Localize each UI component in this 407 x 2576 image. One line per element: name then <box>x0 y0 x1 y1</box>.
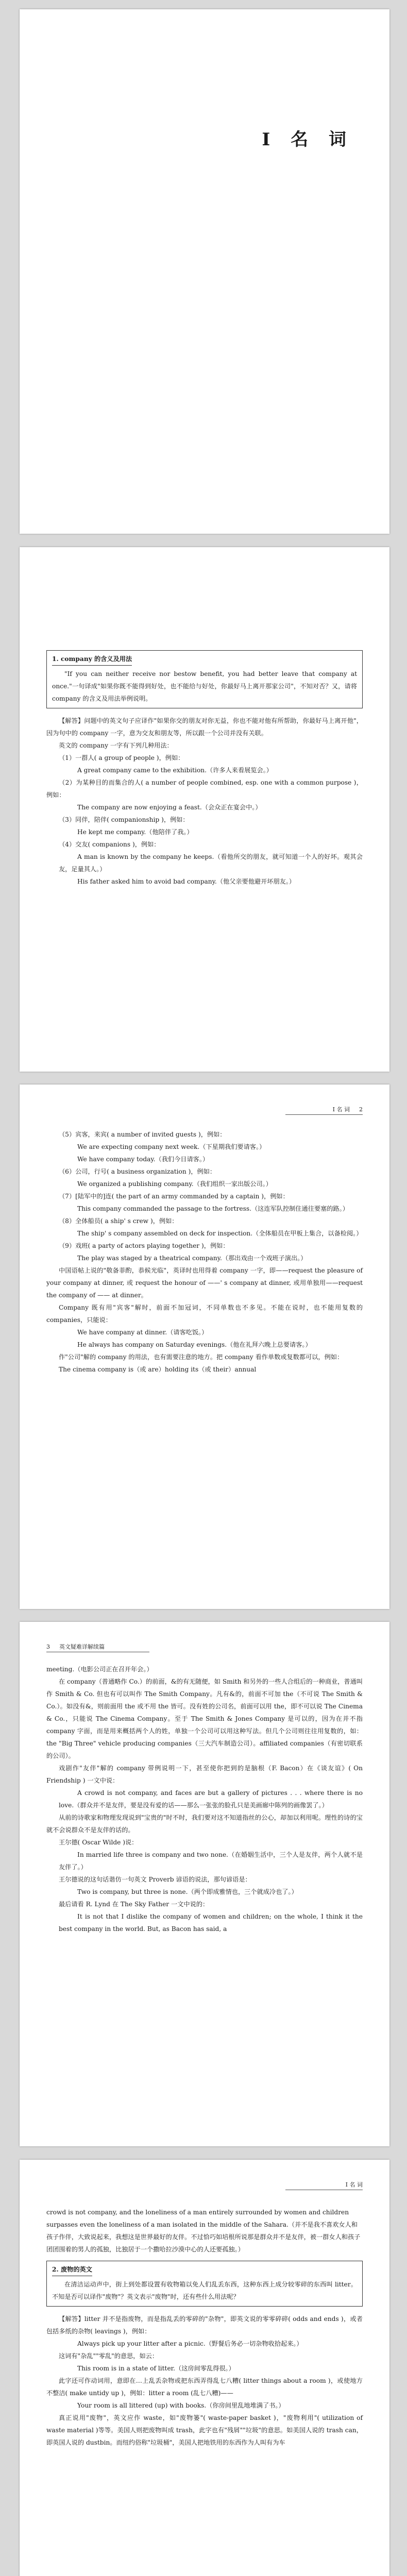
running-head <box>285 2180 363 2190</box>
example-sentence: Two is company, but three is none.（两个即成雅情也，三个就成冷也了。） <box>77 1888 298 1895</box>
example-sentence: The ship' s company assembled on deck for inspection.（全体船员在甲板上集合，以备检阅。） <box>77 1230 363 1237</box>
paragraph: 这词有"杂乱""零乱"的意思，如云： <box>59 2352 159 2360</box>
question-text: "If you can neither receive nor bestow benefit, you had better leave that company at once."一句译成"如果你既不能得到好处，也不能给与好处，你最好马上离开那家公司"，不知对否？又，请将 company 的含义及用法举例说明。 <box>52 670 357 702</box>
page-2 <box>20 1084 389 1609</box>
paragraph: 真正说用"废物"，英文应作 waste，如"废物篓"( waste-paper basket )，"废物利用"( utilization of waste material )等等。美国人则把废物叫成 trash，此字也有"残屑""垃圾"的意思。如美国人说的 trash can，即英国人说的 dustbin。而纽约俗称"垃圾桶"，美国人把地铁用的东西作为人叫有为车 <box>46 2414 363 2446</box>
paragraph: 【解答】litter 并不是指废物，而是指乱丢的零碎的"杂物"，即英文说的零零碎碎( odds and ends )，或者包括多纸的杂物( leavings )，例如： <box>46 2315 363 2335</box>
paragraph: （4）交友( companions )，例如： <box>59 841 160 848</box>
page-1-content <box>46 650 363 888</box>
paragraph: 【解答】问题中的英文句子应译作"如果你交的朋友对你无益，你也不能对他有所帮助，你最好马上离开他"，因为句中的 company 一字，意为交友和朋友等，所以跟一个公司并没有关联。 <box>46 717 363 737</box>
paragraph: 在 company（普通略作 Co.）的前面，&的有无随便，如 Smith 和另外的一些人合组后的一种商业，普通叫作 Smith & Co. 但也有可以叫作 The Smith Company。凡有&的，前面不可加 the（不可说 The Smith & Co.）。如没有&，则前面用 the 或不用 the 皆可。没有姓的公司名，前面可以用 the，即不可以说 The Cinema & Co.，只能说 The Cinema Company。至于 The Smith & Jones Company 是可以的，因为在并不指 company 字面，而是用来概括两个人的姓，单独一个公司可以用这种写法。但几个公司则往往用复数的，如：the "Big Three" vehicle producing companies（三大汽车制造公司）。affiliated companies（有密切联系的公司）。 <box>46 1678 363 1759</box>
paragraph: 英文的 company 一字有下列几种用法： <box>59 742 173 749</box>
paragraph: （1）一群人( a group of people )，例如： <box>59 754 184 761</box>
example-sentence: He kept me company.（他陪伴了我。） <box>77 828 193 836</box>
section-title: 2. 废物的英文 <box>52 2263 92 2276</box>
paragraph: 王尔德说的这句话谐仿一句英文 Proverb 谚语的说法，那句谚语是： <box>59 1876 251 1883</box>
example-sentence: We have company today.（我们今日请客。） <box>77 1156 209 1163</box>
page-2-content <box>46 1128 363 1376</box>
example-sentence: A crowd is not company, and faces are but a gallery of pictures . . . where there is no love.（群众并不是友伴，要是没有爱的话——那么一张张的脸孔只是美画廊中陈列的画像罢了。） <box>59 1789 363 1809</box>
chapter-heading: Ⅰ 名 词 <box>262 129 353 150</box>
question-box-1 <box>46 650 363 708</box>
page-chapter-title <box>20 9 389 534</box>
example-sentence: The company are now enjoying a feast.（会众正在宴会中。） <box>77 804 262 811</box>
paragraph: （6）公司，行号( a business organization )，例如： <box>59 1168 216 1175</box>
paragraph: 最后请看 R. Lynd 在 The Sky Father 一文中说的： <box>59 1901 209 1908</box>
page-number: 3 <box>46 1643 50 1650</box>
paragraph: 中国语帖上说的"敬备菲酌，恭候光临"，英译时也用得着 company 一字，即——request the pleasure of your company at dinner, 或 request the honour of ——' s company at dinner, 或用单独用——request the company of —— at dinner。 <box>46 1267 363 1299</box>
page-3-content <box>46 1663 363 1935</box>
example-sentence: His father asked him to avoid bad company.（他父亲要他避开坏朋友。） <box>77 878 296 885</box>
paragraph: （8）全体船员( a ship' s crew )，例如： <box>59 1217 178 1225</box>
page-4 <box>20 2160 389 2576</box>
example-sentence: A man is known by the company he keeps.（看他所交的朋友，就可知道一个人的好坏。观其会友，足量其人。） <box>59 853 363 873</box>
paragraph: （9）戏班( a party of actors playing together )，例如： <box>59 1242 229 1249</box>
paragraph: The cinema company is（或 are）holding its（或 their）annual <box>59 1366 257 1373</box>
paragraph: 此字还可作动词用，意即在…上乱丢杂物或把东西弄得乱七八糟( litter things about a room )，或使地方不整洁( make untidy up )，例如：litter a room (乱七八糟)—— <box>46 2377 363 2397</box>
example-sentence: The play was staged by a theatrical company.（那出戏由一个戏班子演出。） <box>77 1255 307 1262</box>
page-1 <box>20 547 389 1072</box>
page-3 <box>20 1622 389 2146</box>
example-sentence: It is not that I dislike the company of women and children; on the whole, I think it the best company in the world. But, as Bacon has said, a <box>59 1913 363 1933</box>
example-sentence: He always has company on Saturday evenings.（他在礼拜六晚上总要请客。） <box>77 1341 312 1348</box>
paragraph: crowd is not company, and the loneliness of a man entirely surrounded by women and children surpasses even the loneliness of a man isolated in the middle of the Sahara.（并不是我不喜欢女人和孩子作伴，大致说起来，我想这是世界最好的友伴。不过恰巧如培根所说那是群众并不是友伴，被一群女人和孩子团团围着的男人的孤独，比独居于一个撒哈拉沙漠中心的人还要孤独。） <box>46 2209 361 2253</box>
question-box-2 <box>46 2261 363 2307</box>
example-sentence: This room is in a state of litter.（这房间零乱得很。） <box>77 2365 235 2372</box>
section-title: 1. company 的含义及用法 <box>52 653 132 666</box>
running-head <box>46 1642 149 1652</box>
running-head-text: 英文疑难详解续篇 <box>59 1643 105 1650</box>
paragraph: 戏剧作"友伴"解的 company 带例说明一下，甚至使你把到的是脑根（F. Bacon）在《谈友谊》( On Friendship ) 一文中说： <box>46 1765 363 1784</box>
page-4-content <box>46 2206 363 2449</box>
paragraph: 从前的诗歌家和物理发现说到"宝贵的"时不时，我们要对这不知道指丝的公心，却加以利用呢。理性的诗的宝就不会说群众不是友伴的话的。 <box>46 1814 363 1834</box>
paragraph: （2）为某种目的而集合的人( a number of people combined, esp. one with a common purpose )，例如： <box>46 779 363 799</box>
example-sentence: We have company at dinner.（请客吃饭。） <box>77 1329 208 1336</box>
answer-body <box>46 715 363 888</box>
paragraph: （3）同伴，陪伴( companionship )，例如： <box>59 816 189 823</box>
example-sentence: A great company came to the exhibition.（许多人来看展览会。） <box>77 767 273 774</box>
paragraph: Company 既有用"宾客"解时，前面不加冠词，不同单数也不多见。不能在说时，也不能用复数的 companies，只能说： <box>46 1304 363 1324</box>
example-sentence: Always pick up your litter after a picnic.（野餐后务必一切杂物收拾起来。） <box>77 2340 303 2347</box>
running-head-text: Ⅰ 名 词 <box>332 1106 350 1113</box>
example-sentence: This company commanded the passage to the fortress.（这连军队控制住通往要塞的路。） <box>77 1205 349 1212</box>
continued-text <box>46 2206 363 2256</box>
running-head <box>285 1105 363 1115</box>
paragraph: （5）宾客，来宾( a number of invited guests )，例如： <box>59 1131 226 1138</box>
question-text: 在清洁运动声中，街上到处都设置有收物箱以免人们乱丢东西，这种东西上成分较零碎的东西叫 litter。不知是否可以译作"废物"？英文表示"废物"时，还有些什么用法呢？ <box>52 2281 357 2300</box>
answer-body <box>46 2313 363 2449</box>
example-sentence: In married life three is company and two none.（在婚姻生活中，三个人是友伴，两个人就不是友伴了。） <box>59 1851 363 1871</box>
example-sentence: Your room is all littered (up) with books.（你房间里乱地堆满了书。） <box>77 2402 285 2409</box>
paragraph: 王尔德( Oscar Wilde )说： <box>59 1839 138 1846</box>
paragraph: （7）[陆军中的]连( the part of an army commanded by a captain )，例如： <box>59 1193 289 1200</box>
paragraph: 作"公司"解的 company 的用法，也有需要注意的地方。把 company 看作单数或复数都可以，例如： <box>59 1353 344 1361</box>
running-head-text: Ⅰ 名 词 <box>345 2181 363 2188</box>
example-sentence: We are expecting company next week.（下星期我们要请客。） <box>77 1143 266 1150</box>
example-sentence: We organized a publishing company.（我们组织一家出版公司。） <box>77 1180 272 1188</box>
paragraph: meeting.（电影公司正在召开年会。） <box>46 1666 153 1673</box>
page-number: 2 <box>359 1106 363 1113</box>
